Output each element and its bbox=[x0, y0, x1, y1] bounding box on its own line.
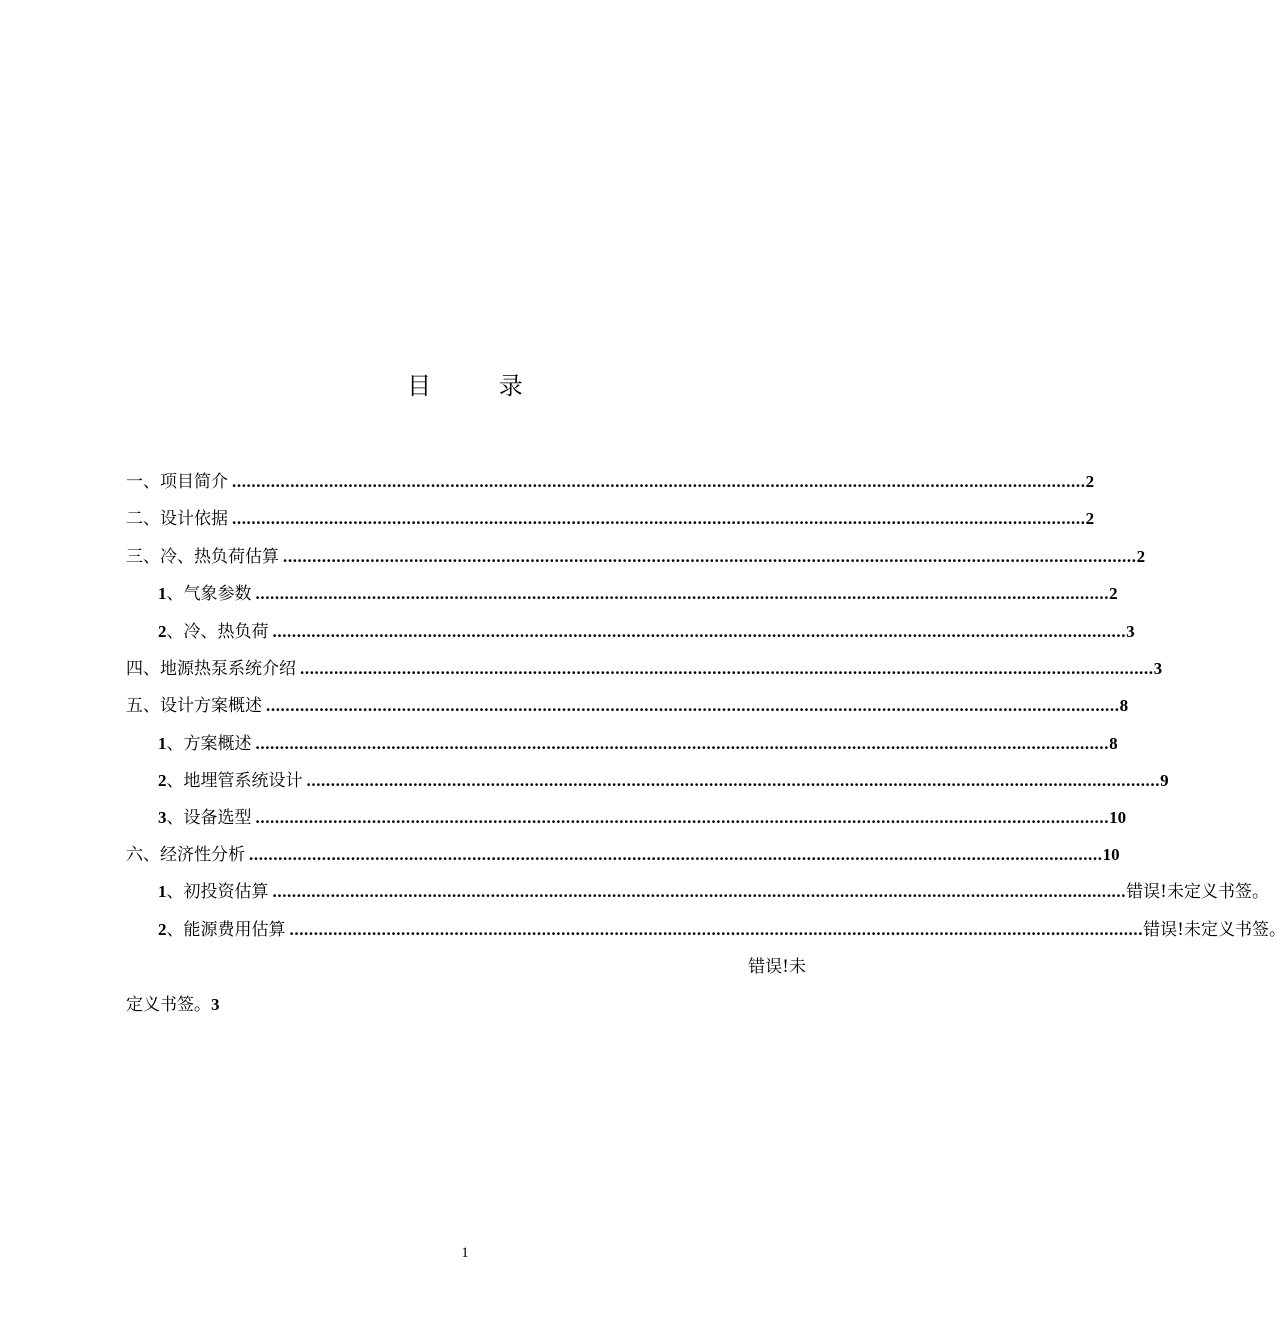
toc-entry-cooling-heating-load[interactable] bbox=[158, 620, 1135, 644]
toc-page: 8 bbox=[1119, 696, 1129, 715]
toc-page: 2 bbox=[1136, 547, 1146, 566]
toc-page: 10 bbox=[1109, 808, 1127, 827]
toc-title: 目 录 bbox=[407, 372, 553, 400]
toc-entry-label: 一、项目简介 bbox=[126, 472, 228, 492]
toc-page: 2 bbox=[1109, 584, 1118, 603]
toc-leader: ................................................................................................................................................................................ bbox=[255, 808, 1110, 827]
toc-entry-label: 、设备选型 bbox=[166, 808, 252, 828]
toc-entry-number: 1 bbox=[158, 584, 167, 603]
toc-leader: ................................................................................................................................................................................ bbox=[272, 882, 1127, 901]
toc-entry-label: 、初投资估算 bbox=[166, 882, 269, 902]
toc-entry-project-intro[interactable] bbox=[126, 470, 1095, 494]
toc-page: 8 bbox=[1109, 734, 1118, 753]
toc-page-error: 错误!未定义书签。 bbox=[1126, 882, 1269, 902]
toc-page: 9 bbox=[1160, 771, 1169, 790]
toc-entry-load-estimate[interactable] bbox=[126, 545, 1146, 569]
toc-entry-number: 3 bbox=[158, 808, 167, 827]
toc-entry-label: 四、地源热泵系统介绍 bbox=[126, 659, 296, 679]
page-number: 1 bbox=[461, 1245, 469, 1261]
toc-entry-label: 、能源费用估算 bbox=[166, 920, 286, 940]
toc-leader: ................................................................................................................................................................................ bbox=[300, 659, 1154, 678]
toc-leader: ................................................................................................................................................................................ bbox=[232, 472, 1086, 491]
toc-entry-label: 、冷、热负荷 bbox=[166, 622, 269, 642]
toc-page: 3 bbox=[1126, 622, 1135, 641]
toc-trailing-error-text: 定义书签。 bbox=[126, 995, 211, 1015]
toc-entry-design-basis[interactable] bbox=[126, 507, 1095, 531]
toc-leader: ................................................................................................................................................................................ bbox=[249, 845, 1103, 864]
toc-entry-scheme-overview[interactable] bbox=[158, 732, 1118, 756]
toc-entry-heat-pump-intro[interactable] bbox=[126, 657, 1163, 681]
toc-page: 10 bbox=[1102, 845, 1120, 864]
toc-leader: ................................................................................................................................................................................ bbox=[266, 696, 1120, 715]
toc-entry-number: 2 bbox=[158, 771, 167, 790]
toc-entry-label: 、地埋管系统设计 bbox=[166, 771, 303, 791]
toc-entry-design-overview[interactable] bbox=[126, 694, 1129, 718]
toc-leader: ................................................................................................................................................................................ bbox=[306, 771, 1161, 790]
toc-leader: ................................................................................................................................................................................ bbox=[255, 734, 1110, 753]
toc-leader: ................................................................................................................................................................................ bbox=[283, 547, 1137, 566]
toc-leader: ................................................................................................................................................................................ bbox=[272, 622, 1127, 641]
toc-entry-initial-investment[interactable] bbox=[158, 880, 1269, 904]
toc-entry-label: 、气象参数 bbox=[166, 584, 252, 604]
toc-entry-label: 六、经济性分析 bbox=[126, 845, 245, 865]
toc-trailing-error-line2 bbox=[126, 993, 220, 1017]
toc-leader: ................................................................................................................................................................................ bbox=[289, 920, 1144, 939]
toc-entry-economic-analysis[interactable] bbox=[126, 843, 1120, 867]
toc-entry-number: 1 bbox=[158, 882, 167, 901]
toc-entry-energy-cost[interactable] bbox=[158, 918, 1286, 942]
toc-entry-equipment-selection[interactable] bbox=[158, 806, 1127, 830]
toc-entry-weather-params[interactable] bbox=[158, 582, 1118, 606]
toc-page: 3 bbox=[1153, 659, 1163, 678]
toc-leader: ................................................................................................................................................................................ bbox=[232, 509, 1086, 528]
toc-trailing-error-line1: 错误!未 bbox=[748, 957, 806, 977]
toc-page: 2 bbox=[1085, 472, 1095, 491]
toc-entry-label: 五、设计方案概述 bbox=[126, 696, 262, 716]
toc-entry-number: 2 bbox=[158, 920, 167, 939]
toc-page: 2 bbox=[1085, 509, 1095, 528]
toc-entry-number: 1 bbox=[158, 734, 167, 753]
toc-page-error: 错误!未定义书签。 bbox=[1143, 920, 1286, 940]
toc-entry-number: 2 bbox=[158, 622, 167, 641]
toc-entry-label: 、方案概述 bbox=[166, 734, 252, 754]
toc-entry-ground-pipe-design[interactable] bbox=[158, 769, 1169, 793]
toc-entry-label: 二、设计依据 bbox=[126, 509, 228, 529]
toc-leader: ................................................................................................................................................................................ bbox=[255, 584, 1110, 603]
toc-trailing-page: 3 bbox=[211, 995, 220, 1014]
toc-entry-label: 三、冷、热负荷估算 bbox=[126, 547, 279, 567]
